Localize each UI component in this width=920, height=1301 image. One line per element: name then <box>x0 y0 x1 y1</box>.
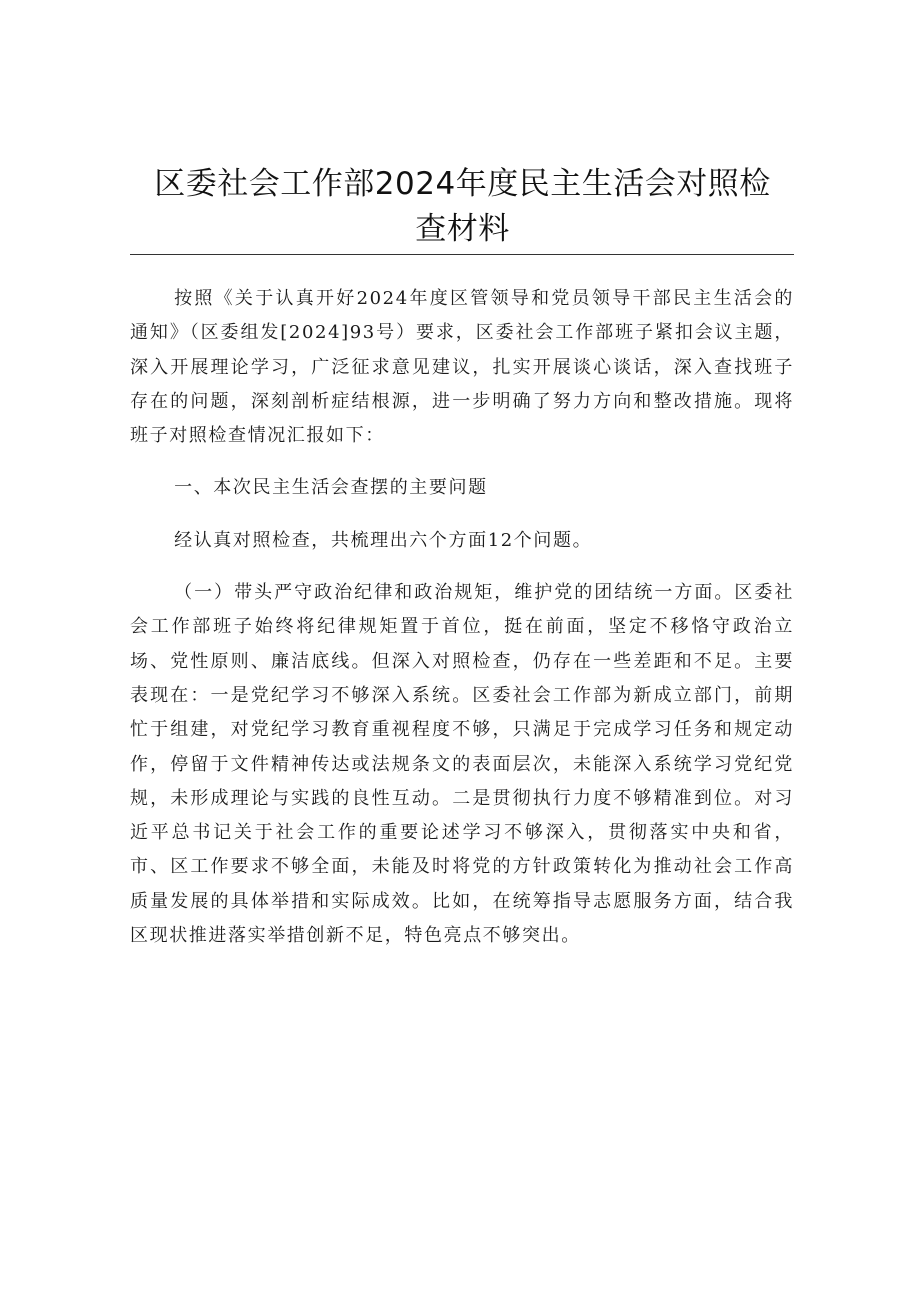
title-line-1: 区委社会工作部2024年度民主生活会对照检 <box>154 166 771 202</box>
section-heading: 一、本次民主生活会查摆的主要问题 <box>174 477 488 499</box>
title-line-2: 查材料 <box>415 211 510 247</box>
title-divider <box>130 254 794 255</box>
document-title <box>130 162 795 252</box>
document-body <box>130 282 794 953</box>
paragraph-subsection-1: （一）带头严守政治纪律和政治规矩，维护党的团结统一方面。区委社会工作部班子始终将纪律规矩置于首位，挺在前面，坚定不移恪守政治立场、党性原则、廉洁底线。但深入对照检查，仍存在一些差距和不足。主要表现在：一是党纪学习不够深入系统。区委社会工作部为新成立部门，前期忙于组建，对党纪学习教育重视程度不够，只满足于完成学习任务和规定动作，停留于文件精神传达或法规条文的表面层次，未能深入系统学习党纪党规，未形成理论与实践的良性互动。二是贯彻执行力度不够精准到位。对习近平总书记关于社会工作的重要论述学习不够深入，贯彻落实中央和省，市、区工作要求不够全面，未能及时将党的方针政策转化为推动社会工作高质量发展的具体举措和实际成效。比如，在统筹指导志愿服务方面，结合我区现状推进落实举措创新不足，特色亮点不够突出。 <box>130 582 794 947</box>
paragraph-summary: 经认真对照检查，共梳理出六个方面12个问题。 <box>174 529 593 551</box>
paragraph-intro: 按照《关于认真开好2024年度区管领导和党员领导干部民主生活会的通知》（区委组发[2024]93号）要求，区委社会工作部班子紧扣会议主题，深入开展理论学习，广泛征求意见建议，扎实开展谈心谈话，深入查找班子存在的问题，深刻剖析症结根源，进一步明确了努力方向和整改措施。现将班子对照检查情况汇报如下： <box>130 288 794 447</box>
